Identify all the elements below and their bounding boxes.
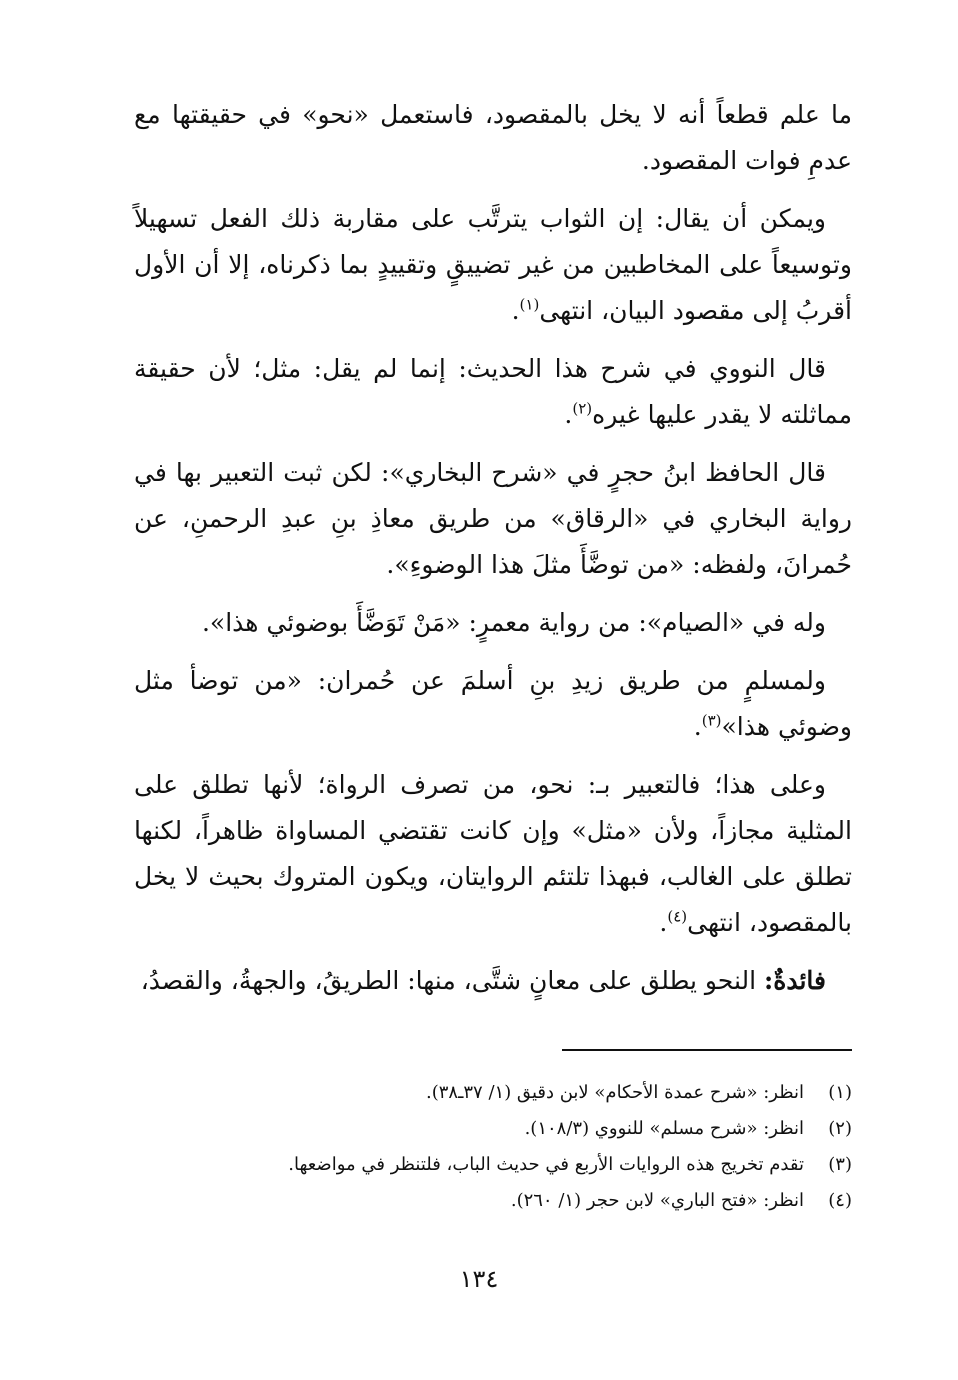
footnote-text: تقدم تخريج هذه الروايات الأربع في حديث الباب، فلتنظر في مواضعها. bbox=[288, 1154, 804, 1175]
footnote-separator bbox=[562, 1049, 852, 1051]
main-text-body bbox=[134, 92, 852, 1016]
page-number: ١٣٤ bbox=[459, 1265, 499, 1293]
footnote-text: انظر: «شرح مسلم» للنووي (١٠٨/٣). bbox=[524, 1118, 804, 1139]
paragraph-7-text: وعلى هذا؛ فالتعبير بـ: نحو، من تصرف الرواة؛ لأنها تطلق على المثلية مجازاً، ولأن «مثل» وإن كانت تقتضي المساواة ظاهراً، لكنها تطلق على الغالب، فبهذا تلتئم الروايتان، ويكون المتروك بحيث لا يخل بالمقصود، انتهى bbox=[134, 770, 852, 937]
footnote-ref-3[interactable]: (٣) bbox=[701, 711, 722, 730]
footnote-number: (٢) bbox=[828, 1118, 852, 1139]
footnote-4 bbox=[134, 1186, 852, 1216]
paragraph-6-text: ولمسلمٍ من طريق زيدِ بنِ أسلمَ عن حُمران: «من توضأ مثل وضوئي هذا» bbox=[134, 666, 852, 741]
paragraph-1-text: ما علم قطعاً أنه لا يخل بالمقصود، فاستعمل «نحو» في حقيقتها مع عدمِ فوات المقصود. bbox=[134, 100, 853, 175]
paragraph-5-text: وله في «الصيام»: من رواية معمرٍ: «مَنْ تَوَضَّأَ بوضوئي هذا». bbox=[201, 608, 826, 637]
paragraph-4-text: قال الحافظ ابنُ حجرٍ في «شرح البخاري»: لكن ثبت التعبير بها في رواية البخاري في «الرقاق» من طريق معاذِ بنِ عبدِ الرحمنِ، عن حُمرانَ، ولفظه: «من توضَّأَ مثلَ هذا الوضوءِ». bbox=[134, 458, 852, 579]
paragraph-8 bbox=[134, 958, 852, 1004]
footnote-number: (١) bbox=[828, 1082, 852, 1103]
footnote-text: انظر: «فتح الباري» لابن حجر (١/ ٢٦٠). bbox=[510, 1190, 804, 1211]
footnotes bbox=[134, 1078, 852, 1222]
paragraph-5 bbox=[134, 600, 852, 646]
footnote-text: انظر: «شرح عمدة الأحكام» لابن دقيق (١/ ٣٧ـ٣٨). bbox=[426, 1082, 804, 1103]
footnote-ref-2[interactable]: (٢) bbox=[572, 399, 593, 418]
footnote-number: (٣) bbox=[828, 1154, 852, 1175]
paragraph-2: ويمكن أن يقال: إن الثواب يترتَّب على مقاربة ذلك الفعل تسهيلاً وتوسيعاً على المخاطبين من غير تضييقٍ وتقييدٍ بما ذكرناه، إلا أن الأول أقربُ إلى مقصود البيان، انتهى$^{(١)}$. bbox=[134, 204, 852, 325]
paragraph-3: قال النووي في شرح هذا الحديث: إنما لم يقل: مثل؛ لأن حقيقة مماثلته لا يقدر عليها غيره$^{(٢)}$. bbox=[134, 354, 852, 429]
footnote-ref-4[interactable]: (٤) bbox=[667, 907, 688, 926]
benefit-label: فائدةٌ: bbox=[764, 966, 826, 995]
paragraph-7: وعلى هذا؛ فالتعبير بـ: نحو، من تصرف الرواة؛ لأنها تطلق على المثلية مجازاً، ولأن «مثل» وإن كانت تقتضي المساواة ظاهراً، لكنها تطلق على الغالب، فبهذا تلتئم الروايتان، ويكون المتروك بحيث لا يخل بالمقصود، انتهى$^{(٤)}$. bbox=[134, 770, 852, 937]
paragraph-2-text: ويمكن أن يقال: إن الثواب يترتَّب على مقاربة ذلك الفعل تسهيلاً وتوسيعاً على المخاطبين من غير تضييقٍ وتقييدٍ بما ذكرناه، إلا أن الأول أقربُ إلى مقصود البيان، انتهى bbox=[134, 204, 852, 325]
paragraph-8-text: النحو يطلق على معانٍ شتَّى، منها: الطريقُ، والجهةُ، والقصدُ، bbox=[140, 966, 757, 995]
footnote-number: (٤) bbox=[828, 1190, 852, 1211]
paragraph-6: ولمسلمٍ من طريق زيدِ بنِ أسلمَ عن حُمران: «من توضأ مثل وضوئي هذا»$^{(٣)}$. bbox=[134, 666, 852, 741]
paragraph-3-text: قال النووي في شرح هذا الحديث: إنما لم يقل: مثل؛ لأن حقيقة مماثلته لا يقدر عليها غيره bbox=[134, 354, 852, 429]
paragraph-1 bbox=[134, 92, 852, 184]
footnote-2 bbox=[134, 1114, 852, 1144]
footnote-3 bbox=[134, 1150, 852, 1180]
footnote-ref-1[interactable]: (١) bbox=[519, 295, 540, 314]
footnote-1 bbox=[134, 1078, 852, 1108]
paragraph-4 bbox=[134, 450, 852, 588]
